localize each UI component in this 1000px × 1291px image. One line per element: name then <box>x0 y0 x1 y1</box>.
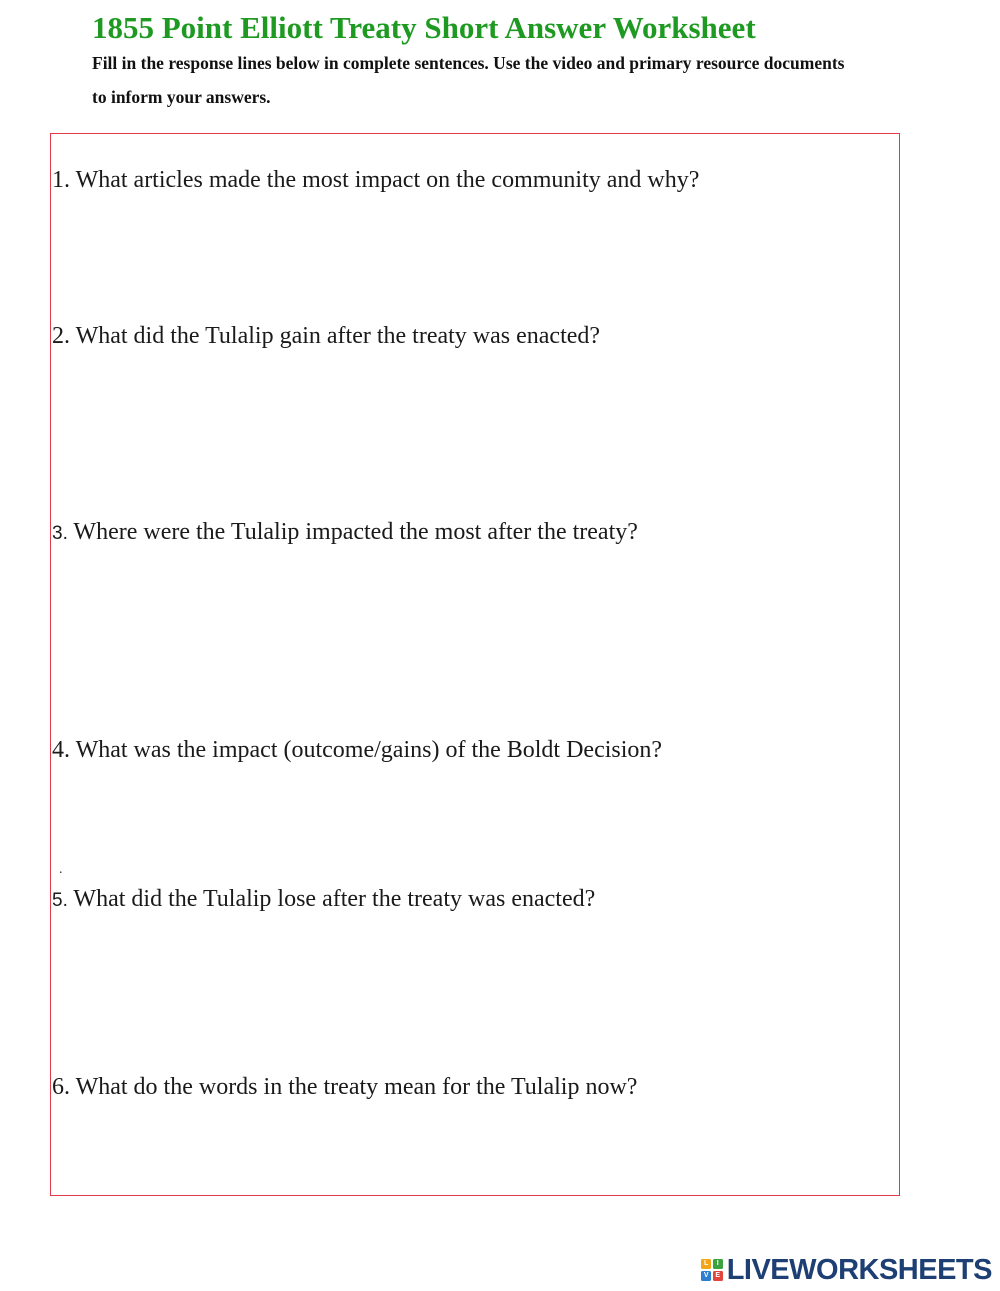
question-number: 2. <box>52 323 70 349</box>
question-number: 4. <box>52 737 70 763</box>
question-text: What do the words in the treaty mean for the Tulalip now? <box>70 1074 638 1100</box>
question-5 <box>52 885 595 915</box>
logo-letter: E <box>713 1271 723 1281</box>
question-text: Where were the Tulalip impacted the most after the treaty? <box>67 519 638 545</box>
logo-letter: L <box>701 1259 711 1269</box>
question-number: 5. <box>52 890 68 911</box>
question-2 <box>52 322 600 350</box>
question-text: What articles made the most impact on the community and why? <box>70 167 700 193</box>
worksheet-instructions: Fill in the response lines below in complete sentences. Use the video and primary resource documents to inform your answers. <box>92 53 845 107</box>
liveworksheets-logo-icon <box>701 1259 723 1281</box>
question-3 <box>52 518 638 548</box>
brand-name: LIVEWORKSHEETS <box>726 1254 992 1286</box>
question-number: 6. <box>52 1074 70 1100</box>
question-text: What was the impact (outcome/gains) of the Boldt Decision? <box>70 737 663 763</box>
question-1 <box>52 166 699 194</box>
stray-mark: . <box>59 862 63 877</box>
logo-letter: V <box>701 1271 711 1281</box>
question-text: What did the Tulalip gain after the treaty was enacted? <box>70 323 601 349</box>
question-6 <box>52 1073 637 1101</box>
answer-box <box>50 133 900 1196</box>
worksheet-title: 1855 Point Elliott Treaty Short Answer Worksheet <box>92 10 756 45</box>
question-number: 3. <box>52 523 68 544</box>
liveworksheets-brand <box>701 1254 992 1286</box>
question-4 <box>52 736 662 764</box>
question-number: 1. <box>52 167 70 193</box>
logo-letter: I <box>713 1259 723 1269</box>
question-text: What did the Tulalip lose after the treaty was enacted? <box>67 886 596 912</box>
